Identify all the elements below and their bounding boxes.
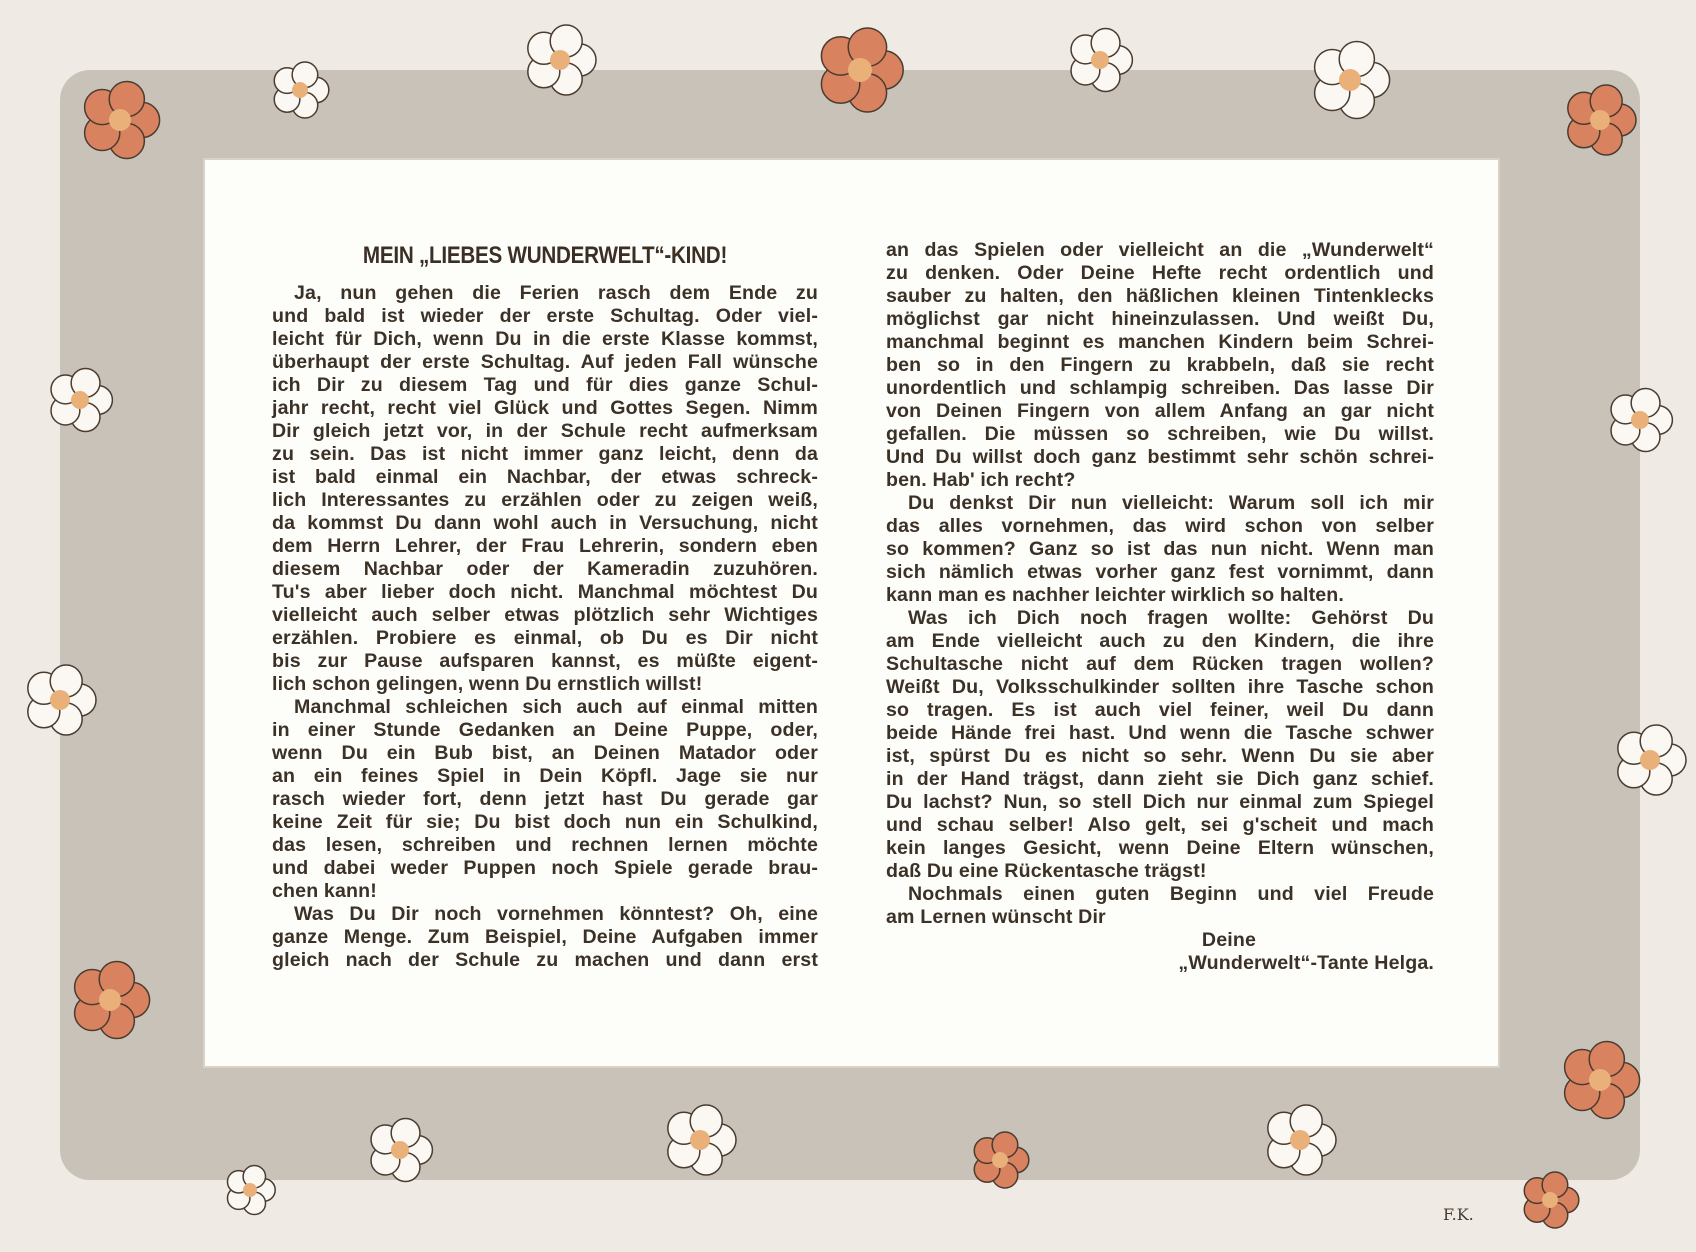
text-line: so tragen. Es ist auch viel feiner, weil Du dann (886, 699, 1434, 721)
right-text-column (886, 239, 1434, 975)
text-line: Du denkst Dir nun vielleicht: Warum soll ich mir (908, 492, 1434, 514)
text-line: dem Herrn Lehrer, der Frau Lehrerin, sondern eben (272, 535, 818, 557)
text-line: an das Spielen oder vielleicht an die „Wunderwelt“ (886, 239, 1434, 261)
text-line: zu sein. Das ist nicht immer ganz leicht, denn da (272, 443, 818, 465)
signature-greeting: Deine (1201, 929, 1256, 951)
text-line: manchmal beginnt es manchen Kindern beim Schrei- (886, 331, 1434, 353)
text-line: Tu's aber lieber doch nicht. Manchmal möchtest Du (272, 581, 818, 603)
text-line: erzählen. Probiere es einmal, ob Du es Dir nicht (272, 627, 818, 649)
text-line: Und Du willst doch ganz bestimmt sehr schön schrei- (886, 446, 1434, 468)
text-line: ben. Hab' ich recht? (886, 469, 1076, 491)
text-line: lich schon gelingen, wenn Du ernstlich willst! (272, 673, 703, 695)
text-line: in der Hand trägst, dann zieht sie Dich ganz schief. (886, 768, 1434, 790)
text-line: ben so in den Fingern zu krabbeln, daß sie recht (886, 354, 1434, 376)
text-line: Ja, nun gehen die Ferien rasch dem Ende zu (294, 282, 818, 304)
text-line: rasch wieder fort, denn jetzt hast Du gerade gar (272, 788, 818, 810)
text-line: gefallen. Die müssen so schreiben, wie Du willst. (886, 423, 1434, 445)
text-line: diesem Nachbar oder der Kameradin zuzuhören. (272, 558, 818, 580)
text-line: Nochmals einen guten Beginn und viel Freude (908, 883, 1434, 905)
text-line: Manchmal schleichen sich auch auf einmal mitten (294, 696, 818, 718)
text-line: bis zur Pause aufsparen kannst, es müßte eigent- (272, 650, 818, 672)
text-line: sauber zu halten, den häßlichen kleinen Tintenklecks (886, 285, 1434, 307)
text-line: so kommen? Ganz so ist das nun nicht. Wenn man (886, 538, 1434, 560)
text-line: ich Dir zu diesem Tag und für dies ganze Schul- (272, 374, 818, 396)
text-line: am Ende vielleicht auch zu den Kindern, die ihre (886, 630, 1434, 652)
text-line: von Deinen Fingern von allem Anfang an gar nicht (886, 400, 1434, 422)
text-line: wenn Du ein Bub bist, an Deinen Matador oder (272, 742, 818, 764)
artist-initials: F.K. (1443, 1205, 1474, 1224)
page-title: MEIN „LIEBES WUNDERWELT“-KIND! (362, 242, 728, 269)
text-line: ist bald einmal ein Nachbar, der etwas schreck- (272, 466, 818, 488)
text-line: und dabei weder Puppen noch Spiele gerade brau- (272, 857, 818, 879)
text-line: und schau selber! Also gelt, sei g'scheit und mach (886, 814, 1434, 836)
text-line: lich Interessantes zu erzählen oder zu zeigen weiß, (272, 489, 818, 511)
text-line: am Lernen wünscht Dir (886, 906, 1106, 928)
text-line: ist, spürst Du es nicht so sehr. Wenn Du sie aber (886, 745, 1434, 767)
text-line: Dir gleich jetzt vor, in der Schule recht aufmerksam (272, 420, 818, 442)
text-line: ganze Menge. Zum Beispiel, Deine Aufgaben immer (272, 926, 818, 948)
text-line: kann man es nachher leichter wirklich so halten. (886, 584, 1345, 606)
text-line: jahr recht, recht viel Glück und Gottes Segen. Nimm (272, 397, 818, 419)
text-line: Was Du Dir noch vornehmen könntest? Oh, eine (294, 903, 818, 925)
text-line: möglichst gar nicht hineinzulassen. Und weißt Du, (886, 308, 1434, 330)
text-line: und bald ist wieder der erste Schultag. Oder viel- (272, 305, 818, 327)
text-line: leicht für Dich, wenn Du in die erste Klasse kommst, (272, 328, 818, 350)
text-line: kein langes Gesicht, wenn Deine Eltern wünschen, (886, 837, 1434, 859)
text-line: sich nämlich etwas vorher ganz fest vornimmt, dann (886, 561, 1434, 583)
text-line: beide Hände frei hast. Und wenn die Tasche schwer (886, 722, 1434, 744)
text-line: gleich nach der Schule zu machen und dann erst (272, 949, 818, 971)
text-line: da kommst Du dann wohl auch in Versuchung, nicht (272, 512, 818, 534)
text-line: Schultasche nicht auf dem Rücken tragen wollen? (886, 653, 1434, 675)
text-line: in einer Stunde Gedanken an Deine Puppe, oder, (272, 719, 818, 741)
text-line: das lesen, schreiben und rechnen lernen möchte (272, 834, 818, 856)
text-line: unordentlich und schlampig schreiben. Das lasse Dir (886, 377, 1434, 399)
text-line: vielleicht auch selber etwas plötzlich sehr Wichtiges (272, 604, 818, 626)
text-line: überhaupt der erste Schultag. Auf jeden Fall wünsche (272, 351, 818, 373)
text-line: Weißt Du, Volksschulkinder sollten ihre Tasche schon (886, 676, 1434, 698)
signature-name: „Wunderwelt“-Tante Helga. (1178, 952, 1434, 974)
text-line: Was ich Dich noch fragen wollte: Gehörst Du (908, 607, 1434, 629)
text-line: chen kann! (272, 880, 377, 902)
text-line: daß Du eine Rückentasche trägst! (886, 860, 1207, 882)
text-line: das alles vornehmen, das wird schon von selber (886, 515, 1434, 537)
left-text-column (272, 282, 818, 972)
text-line: keine Zeit für sie; Du bist doch nun ein Schulkind, (272, 811, 818, 833)
text-line: Du lachst? Nun, so stell Dich nur einmal zum Spiegel (886, 791, 1434, 813)
text-line: zu denken. Oder Deine Hefte recht ordentlich und (886, 262, 1434, 284)
text-line: an ein feines Spiel in Dein Köpfl. Jage sie nur (272, 765, 818, 787)
